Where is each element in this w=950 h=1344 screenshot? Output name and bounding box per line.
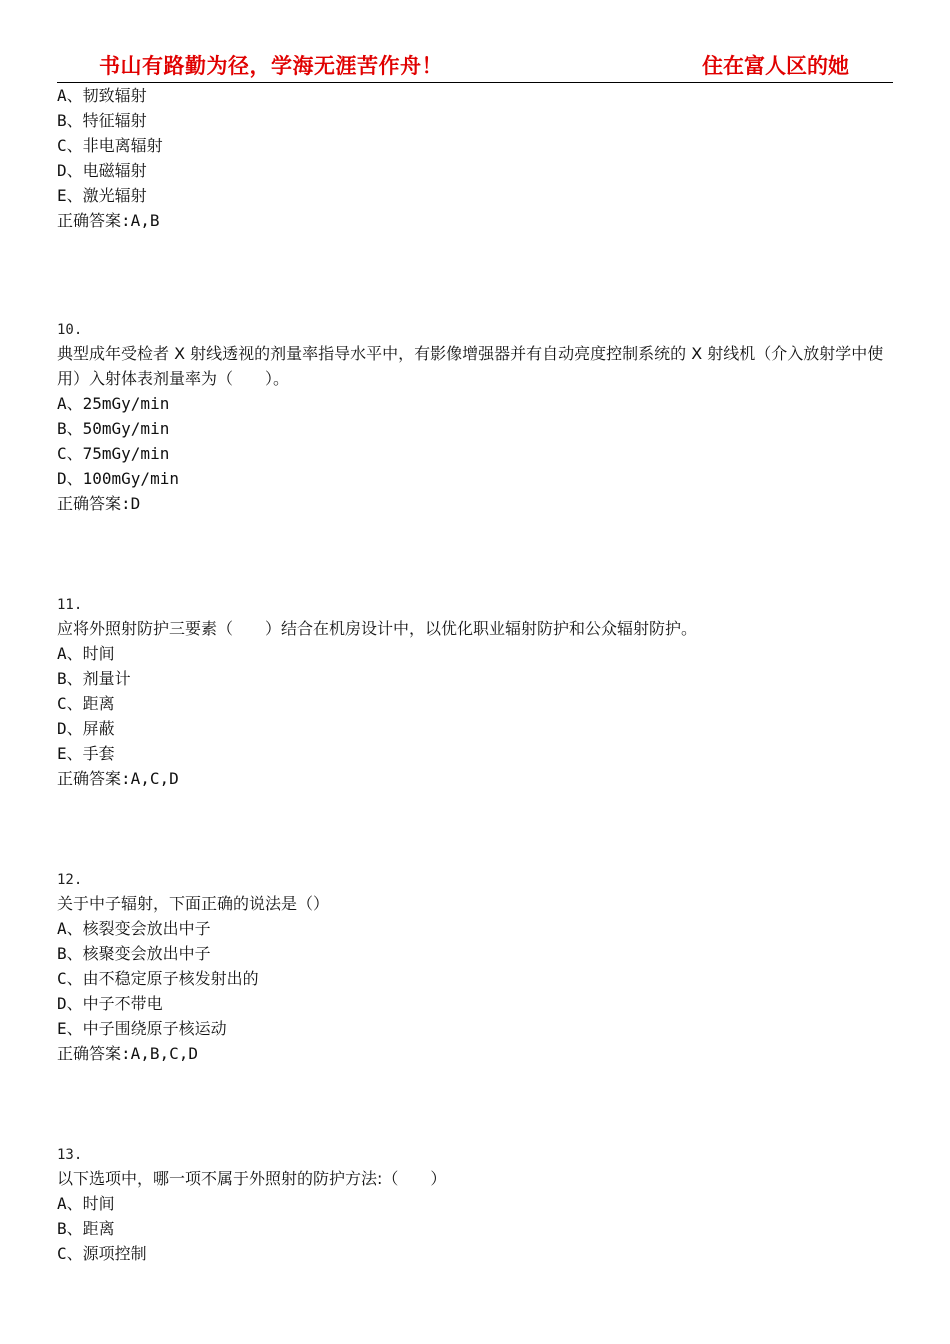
option-b: B、特征辐射: [57, 111, 147, 130]
correct-answer: 正确答案:A,B,C,D: [57, 1044, 199, 1063]
option-a: A、核裂变会放出中子: [57, 919, 211, 938]
option-b: B、剂量计: [57, 669, 131, 688]
option-b: B、50mGy/min: [57, 419, 170, 438]
option-e: E、手套: [57, 744, 115, 763]
question-number: 12.: [57, 872, 83, 888]
option-d: D、屏蔽: [57, 719, 115, 738]
option-c: C、源项控制: [57, 1244, 147, 1263]
question-9: [57, 83, 897, 233]
question-number: 10.: [57, 322, 83, 338]
correct-answer: 正确答案:A,C,D: [57, 769, 179, 788]
option-a: A、时间: [57, 644, 115, 663]
option-a: A、韧致辐射: [57, 86, 147, 105]
question-number: 13.: [57, 1147, 83, 1163]
document-body: [57, 83, 897, 1266]
question-stem: 典型成年受检者 X 射线透视的剂量率指导水平中，有影像增强器并有自动亮度控制系统的 X 射线机（介入放射学中使用）入射体表剂量率为（ ）。: [57, 344, 884, 388]
question-10: [57, 319, 897, 516]
option-c: C、非电离辐射: [57, 136, 163, 155]
option-c: C、距离: [57, 694, 115, 713]
question-12: [57, 869, 897, 1066]
option-a: A、时间: [57, 1194, 115, 1213]
option-b: B、核聚变会放出中子: [57, 944, 211, 963]
page-header: [57, 44, 893, 83]
question-stem: 关于中子辐射，下面正确的说法是（）: [57, 894, 330, 913]
option-c: C、由不稳定原子核发射出的: [57, 969, 259, 988]
option-e: E、中子围绕原子核运动: [57, 1019, 227, 1038]
question-stem: 以下选项中，哪一项不属于外照射的防护方法:（ ）: [57, 1169, 447, 1188]
option-c: C、75mGy/min: [57, 444, 170, 463]
option-d: D、电磁辐射: [57, 161, 147, 180]
header-motto: 书山有路勤为径，学海无涯苦作舟！: [99, 53, 443, 78]
question-11: [57, 594, 897, 791]
option-d: D、100mGy/min: [57, 469, 179, 488]
question-stem: 应将外照射防护三要素（ ）结合在机房设计中，以优化职业辐射防护和公众辐射防护。: [57, 619, 698, 638]
option-e: E、激光辐射: [57, 186, 147, 205]
question-number: 11.: [57, 597, 83, 613]
question-13: [57, 1144, 897, 1266]
option-d: D、中子不带电: [57, 994, 163, 1013]
correct-answer: 正确答案:A,B: [57, 211, 160, 230]
option-b: B、距离: [57, 1219, 115, 1238]
header-author: 住在富人区的她: [702, 53, 849, 78]
correct-answer: 正确答案:D: [57, 494, 141, 513]
option-a: A、25mGy/min: [57, 394, 170, 413]
